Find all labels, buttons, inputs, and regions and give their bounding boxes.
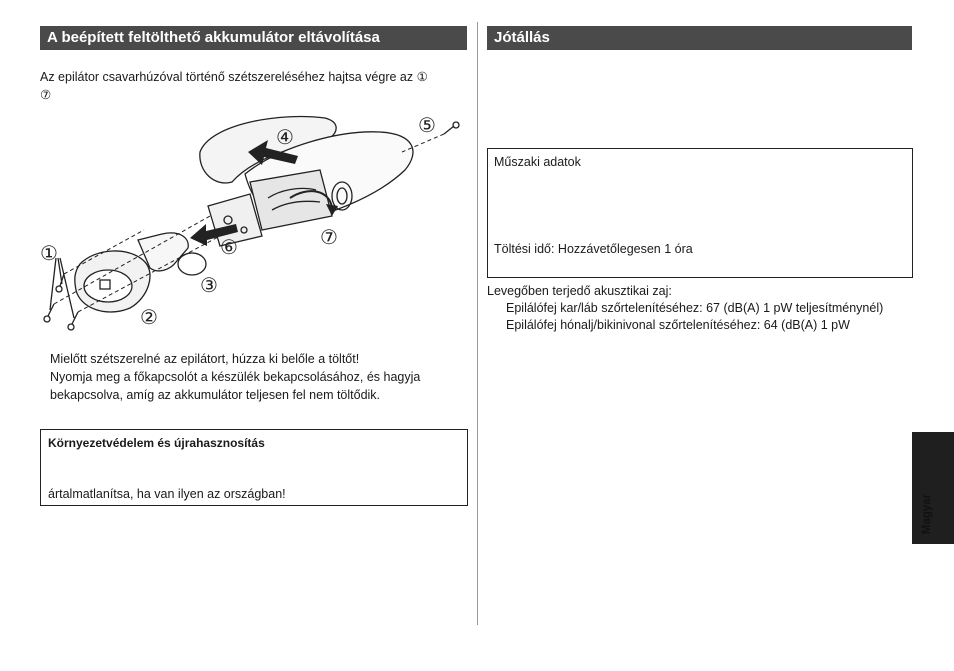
specs-box — [487, 148, 913, 278]
instruction-text-cont: bekapcsolva, amíg az akkumulátor teljesen fel nem töltődik. — [50, 388, 381, 402]
warning-text: Mielőtt szétszerelné az epilátort, húzza ki belőle a töltőt! — [50, 352, 360, 366]
specs-box-title: Műszaki adatok — [494, 155, 581, 169]
environment-box-title: Környezetvédelem és újrahasznosítás — [48, 436, 265, 450]
instruction-text: Nyomja meg a főkapcsolót a készülék bekapcsolásához, és hagyja — [50, 370, 421, 384]
section-heading-warranty: Jótállás — [487, 26, 912, 50]
column-divider — [477, 22, 478, 625]
intro-text-cont: ⑦ — [40, 88, 52, 102]
section-heading-battery-removal: A beépített feltölthető akkumulátor eltávolítása — [40, 26, 467, 50]
noise-title: Levegőben terjedő akusztikai zaj: — [487, 284, 672, 298]
disassembly-illustration — [40, 112, 470, 332]
noise-spec-arm-leg: Epilálófej kar/láb szőrtelenítéséhez: 67 (dB(A) 1 pW teljesítménynél) — [506, 301, 884, 315]
marker-6: ⑥ — [220, 237, 238, 259]
charge-time-text: Töltési idő: Hozzávetőlegesen 1 óra — [494, 242, 693, 256]
marker-3: ③ — [200, 275, 218, 297]
marker-5: ⑤ — [418, 115, 436, 137]
intro-text: Az epilátor csavarhúzóval történő szétszereléséhez hajtsa végre az ① — [40, 70, 428, 84]
environment-box — [40, 429, 468, 506]
noise-spec-underarm-bikini: Epilálófej hónalj/bikinivonal szőrtelenítéséhez: 64 (dB(A) 1 pW — [506, 318, 850, 332]
language-tab-label: Magyar — [921, 493, 933, 535]
environment-box-text: ártalmatlanítsa, ha van ilyen az országban! — [48, 487, 286, 501]
marker-4: ④ — [276, 127, 294, 149]
marker-1: ① — [40, 243, 58, 265]
marker-2: ② — [140, 307, 158, 329]
marker-7: ⑦ — [320, 227, 338, 249]
